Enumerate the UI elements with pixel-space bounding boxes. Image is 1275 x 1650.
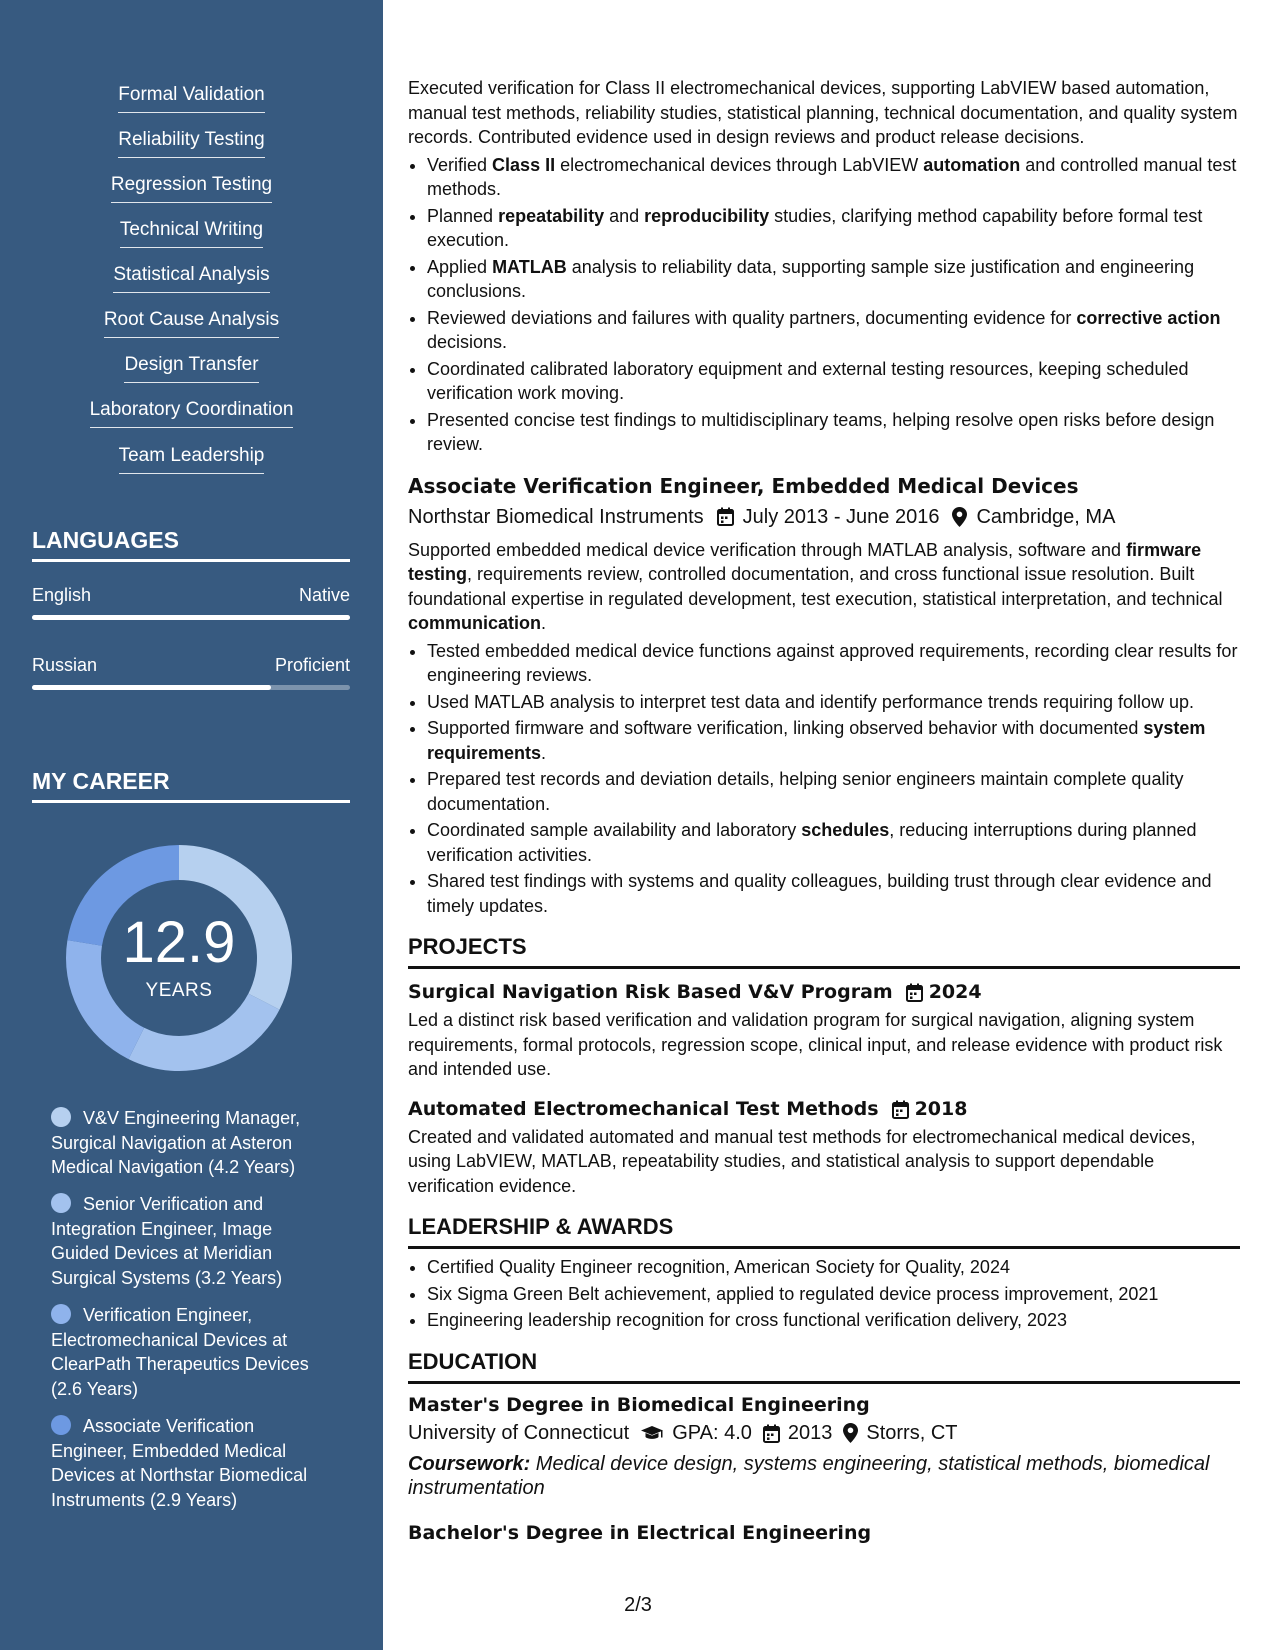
- career-legend-item: [51, 1414, 331, 1512]
- career-heading: MY CAREER: [32, 766, 350, 803]
- gpa: GPA: 4.0: [672, 1421, 752, 1444]
- projects-heading: PROJECTS: [408, 932, 1240, 969]
- legend-dot: [51, 1304, 71, 1324]
- sidebar: [0, 0, 383, 1650]
- skill-item: [0, 398, 383, 428]
- skill-item: [0, 263, 383, 293]
- award-item: • Engineering leadership recognition for cross functional verification delivery, 2023: [427, 1308, 1240, 1333]
- job-bullet: • Supported firmware and software verification, linking observed behavior with documented system requirements.: [427, 716, 1240, 765]
- job-bullet: • Shared test findings with systems and quality colleagues, building trust through clear evidence and timely updates.: [427, 869, 1240, 918]
- awards-list: [408, 1255, 1240, 1333]
- language-name: English: [32, 585, 92, 605]
- career-legend-text: V&V Engineering Manager, Surgical Navigation at Asteron Medical Navigation (4.2 Years): [51, 1108, 301, 1177]
- location-pin-icon: [952, 507, 967, 527]
- languages-heading: LANGUAGES: [32, 525, 350, 562]
- project-title: [408, 1096, 1240, 1123]
- calendar-icon: [763, 1424, 780, 1443]
- skill-label: Reliability Testing: [118, 128, 264, 158]
- job-bullet: • Planned repeatability and reproducibility studies, clarifying method capability before formal test execution.: [427, 204, 1240, 253]
- career-legend-item: [51, 1106, 331, 1180]
- calendar-icon: [906, 983, 923, 1002]
- graduation-cap-icon: [640, 1425, 664, 1441]
- skill-item: [0, 218, 383, 248]
- job-dates: July 2013 - June 2016: [742, 505, 940, 528]
- language-proficiency-bar: [32, 685, 350, 690]
- company-name: Northstar Biomedical Instruments: [408, 505, 704, 528]
- school-name: University of Connecticut: [408, 1421, 630, 1444]
- project-title: [408, 979, 1240, 1006]
- job-bullet: • Verified Class II electromechanical devices through LabVIEW automation and controlled manual test methods.: [427, 153, 1240, 202]
- skill-item: [0, 173, 383, 203]
- donut-segment: [129, 994, 280, 1071]
- skill-item: [0, 444, 383, 474]
- school-location: Storrs, CT: [866, 1421, 958, 1444]
- job-bullets: [408, 639, 1240, 919]
- career-legend-text: Verification Engineer, Electromechanical Devices at ClearPath Therapeutics Devices (2.6 Years): [51, 1305, 309, 1399]
- language-row: [32, 583, 350, 607]
- education-heading: EDUCATION: [408, 1347, 1240, 1384]
- education-meta: [408, 1419, 1240, 1448]
- career-legend-text: Senior Verification and Integration Engineer, Image Guided Devices at Meridian Surgical Systems (3.2 Years): [51, 1194, 283, 1288]
- job-bullet: • Presented concise test findings to multidisciplinary teams, helping resolve open risks before design review.: [427, 408, 1240, 457]
- job-title: Associate Verification Engineer, Embedded Medical Devices: [408, 473, 1079, 498]
- project-year: 2018: [914, 1097, 968, 1120]
- job-meta: [408, 502, 1240, 532]
- page-number: 2/3: [624, 1594, 652, 1616]
- skill-label: Technical Writing: [120, 218, 263, 248]
- career-total-years: 12.9: [122, 910, 236, 975]
- awards-heading: LEADERSHIP & AWARDS: [408, 1212, 1240, 1249]
- legend-dot: [51, 1415, 71, 1435]
- job-bullet: • Prepared test records and deviation details, helping senior engineers maintain complete quality documentation.: [427, 767, 1240, 816]
- project-name: Surgical Navigation Risk Based V&V Program: [408, 981, 893, 1003]
- degree-title: Master's Degree in Biomedical Engineering: [408, 1393, 870, 1416]
- graduation-year: 2013: [787, 1421, 833, 1444]
- career-legend-item: [51, 1303, 331, 1401]
- calendar-icon: [892, 1100, 909, 1119]
- language-proficiency-fill: [32, 685, 271, 690]
- job-bullet: • Reviewed deviations and failures with quality partners, documenting evidence for corrective action decisions.: [427, 306, 1240, 355]
- career-total-label: YEARS: [145, 980, 213, 1001]
- job-summary: Supported embedded medical device verification through MATLAB analysis, software and firmware testing, requirements review, controlled documentation, and cross functional issue resolution. Built foundational expertise in regulated development, test execution, statistical interpretation, and technical communication.: [408, 539, 1223, 633]
- coursework-label: Coursework:: [408, 1452, 531, 1475]
- coursework: [408, 1452, 1240, 1500]
- legend-dot: [51, 1107, 71, 1127]
- skill-label: Team Leadership: [119, 444, 265, 474]
- career-legend-item: [51, 1192, 331, 1290]
- job-bullet: • Applied MATLAB analysis to reliability data, supporting sample size justification and engineering conclusions.: [427, 255, 1240, 304]
- coursework-text: Medical device design, systems engineering, statistical methods, biomedical instrumentation: [408, 1452, 1210, 1499]
- job-bullet: • Coordinated sample availability and laboratory schedules, reducing interruptions during planned verification activities.: [427, 818, 1240, 867]
- location-pin-icon: [843, 1423, 858, 1443]
- career-legend-text: Associate Verification Engineer, Embedded Medical Devices at Northstar Biomedical Instruments (2.9 Years): [51, 1416, 308, 1510]
- job-bullets: [408, 153, 1240, 457]
- skill-label: Formal Validation: [118, 83, 264, 113]
- language-name: Russian: [32, 655, 98, 675]
- skill-label: Statistical Analysis: [113, 263, 269, 293]
- job-bullet: • Used MATLAB analysis to interpret test data and identify performance trends requiring follow up.: [427, 690, 1240, 715]
- main-content: [408, 76, 1240, 1547]
- skill-item: [0, 353, 383, 383]
- skill-label: Laboratory Coordination: [90, 398, 294, 428]
- job-summary: Executed verification for Class II electromechanical devices, supporting LabVIEW based automation, manual test methods, reliability studies, statistical planning, technical documentation, and quality system records. Contributed evidence used in design reviews and product release decisions.: [408, 78, 1238, 147]
- job-bullet: • Tested embedded medical device functions against approved requirements, recording clear results for engineering reviews.: [427, 639, 1240, 688]
- skill-label: Root Cause Analysis: [104, 308, 279, 338]
- degree-title: Bachelor's Degree in Electrical Engineering: [408, 1521, 872, 1544]
- language-proficiency-bar: [32, 615, 350, 620]
- project-year: 2024: [928, 981, 982, 1003]
- project-description: Led a distinct risk based verification and validation program for surgical navigation, aligning system requirements, formal protocols, regression scope, clinical input, and release evidence with product risk and intended use.: [408, 1010, 1223, 1079]
- language-level: Proficient: [274, 655, 350, 675]
- calendar-icon: [717, 507, 734, 526]
- job-location: Cambridge, MA: [976, 505, 1116, 528]
- skill-item: [0, 83, 383, 113]
- project-name: Automated Electromechanical Test Methods: [408, 1097, 879, 1120]
- award-item: • Certified Quality Engineer recognition, American Society for Quality, 2024: [427, 1255, 1240, 1280]
- skill-label: Regression Testing: [111, 173, 272, 203]
- language-proficiency-fill: [32, 615, 350, 620]
- skill-label: Design Transfer: [124, 353, 258, 383]
- skill-item: [0, 308, 383, 338]
- legend-dot: [51, 1193, 71, 1213]
- skill-item: [0, 128, 383, 158]
- project-description: Created and validated automated and manual test methods for electromechanical medical devices, using LabVIEW, MATLAB, repeatability studies, and statistical analysis to support dependable verification evidence.: [408, 1126, 1196, 1196]
- language-level: Native: [298, 585, 350, 605]
- job-bullet: • Coordinated calibrated laboratory equipment and external testing resources, keeping scheduled verification work moving.: [427, 357, 1240, 406]
- award-item: • Six Sigma Green Belt achievement, applied to regulated device process improvement, 2021: [427, 1282, 1240, 1307]
- language-row: [32, 653, 350, 677]
